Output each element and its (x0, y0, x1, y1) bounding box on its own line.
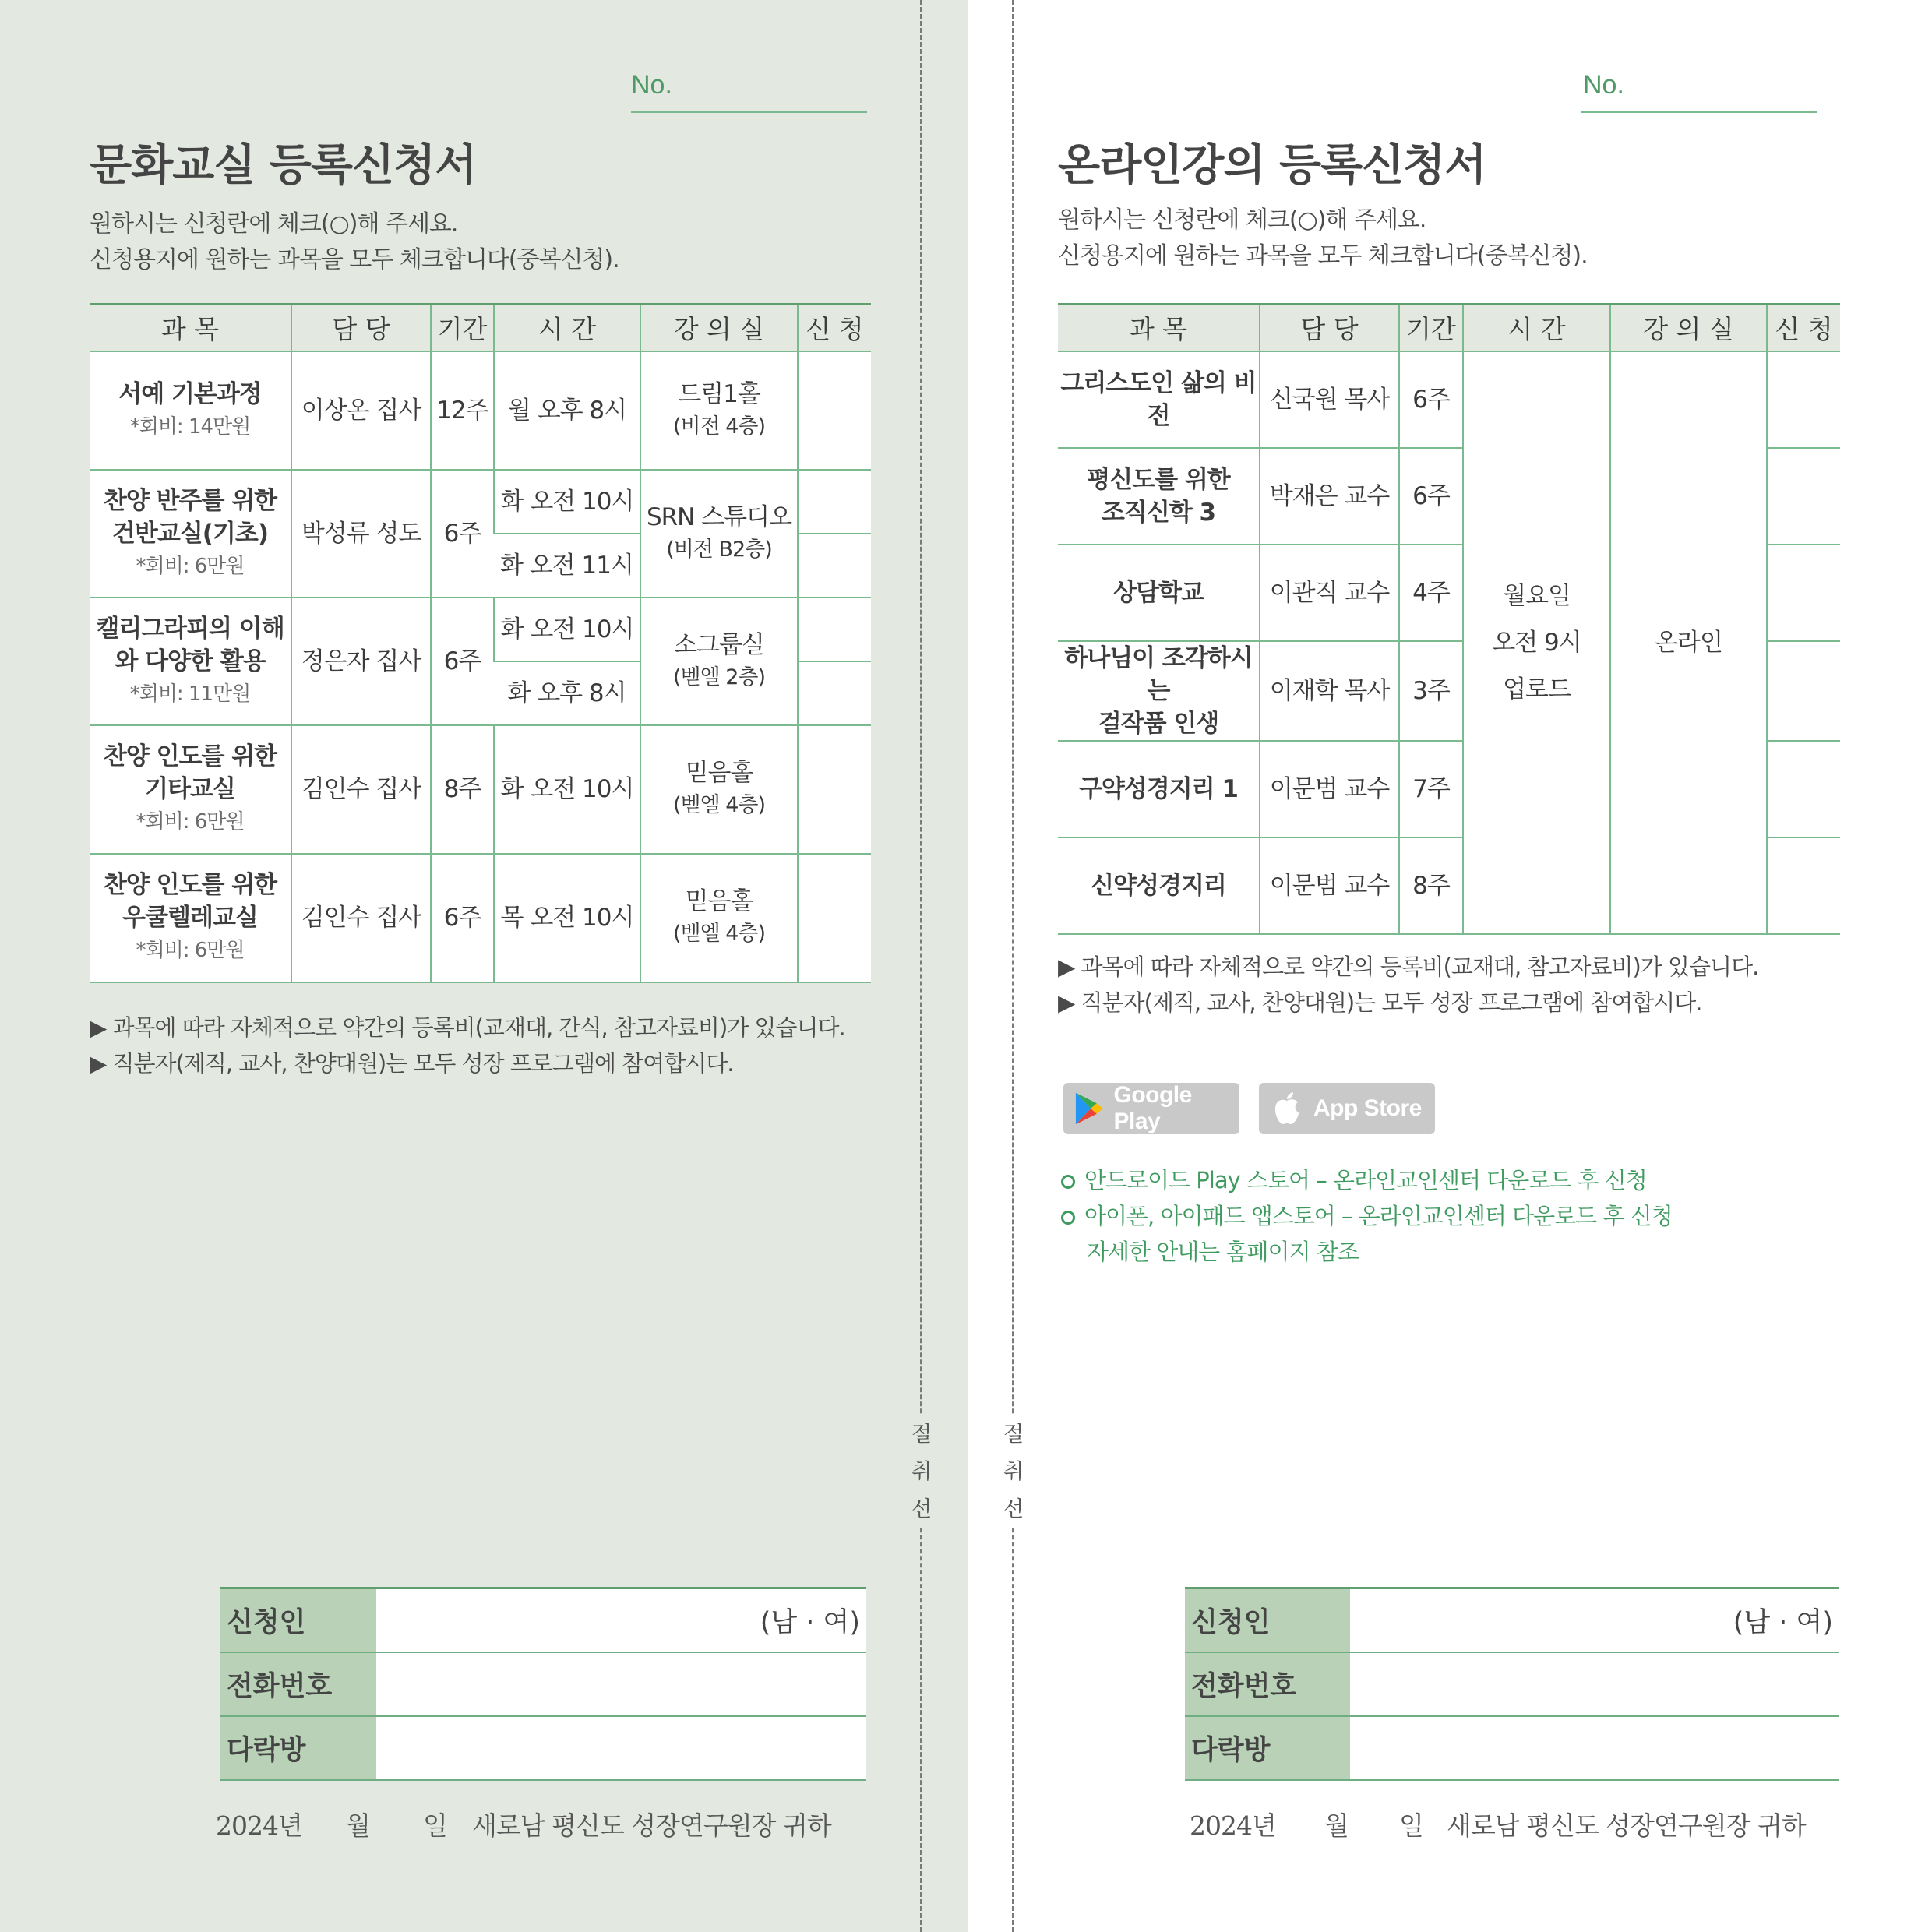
time-cell: 월 오후 8시 (494, 351, 640, 470)
header-period: 기간 (431, 305, 494, 351)
table-row (90, 854, 871, 982)
course-table (90, 303, 871, 983)
form-number-label: No. (631, 70, 672, 100)
period-cell: 6주 (431, 470, 494, 598)
apply-checkbox[interactable] (1767, 837, 1840, 934)
table-row (90, 470, 871, 534)
cut-line-right (1012, 0, 1014, 1932)
header-apply: 신 청 (798, 305, 871, 351)
form-number-field[interactable] (1581, 111, 1817, 113)
header-period: 기간 (1399, 305, 1463, 351)
subject-cell: 찬양 반주를 위한 건반교실(기초) *회비: 6만원 (90, 470, 291, 598)
homepage-reference: 자세한 안내는 홈페이지 참조 (1087, 1239, 1359, 1265)
applicant-form (1185, 1587, 1839, 1781)
form-number-label: No. (1583, 70, 1624, 100)
room-cell: SRN 스튜디오 (비전 B2층) (640, 470, 798, 598)
date-month: 월 (1324, 1810, 1349, 1841)
applicant-name-field[interactable] (376, 1588, 866, 1652)
cut-label-right: 절 취 선 (998, 1416, 1029, 1528)
group-label: 다락방 (1185, 1716, 1350, 1780)
time-cell: 화 오전 10시 (494, 470, 640, 534)
period-cell: 12주 (431, 351, 494, 470)
apply-checkbox[interactable] (1767, 641, 1840, 741)
time-cell: 화 오전 11시 (494, 534, 640, 598)
page-title: 문화교실 등록신청서 (90, 140, 477, 191)
header-subject: 과 목 (1058, 305, 1260, 351)
subject-cell: 상담학교 (1058, 545, 1260, 641)
period-cell: 6주 (431, 854, 494, 982)
header-room: 강 의 실 (1610, 305, 1767, 351)
apply-checkbox[interactable] (1767, 545, 1840, 641)
google-play-icon (1074, 1091, 1104, 1126)
cut-label-left: 절 취 선 (906, 1416, 937, 1528)
header-time: 시 간 (1463, 305, 1610, 351)
table-row (90, 598, 871, 661)
date-year: 2024년 (1190, 1810, 1276, 1841)
applicant-name-label: 신청인 (1185, 1588, 1350, 1652)
teacher-cell: 박재은 교수 (1260, 448, 1399, 545)
table-row (90, 725, 871, 854)
instructions: 원하시는 신청란에 체크(○)해 주세요. 신청용지에 원하는 과목을 모두 체크합니다(중복신청). (1058, 206, 1588, 270)
subject-cell: 그리스도인 삶의 비전 (1058, 351, 1260, 448)
recipient: 새로남 평신도 성장연구원장 귀하 (1447, 1810, 1806, 1841)
phone-field[interactable] (1350, 1652, 1839, 1716)
room-cell: 믿음홀 (벧엘 4층) (640, 725, 798, 854)
group-field[interactable] (1350, 1716, 1839, 1780)
subject-cell: 신약성경지리 (1058, 837, 1260, 934)
course-table (1058, 303, 1840, 935)
subject-cell: 하나님이 조각하시는 걸작품 인생 (1058, 641, 1260, 741)
google-play-badge[interactable] (1063, 1083, 1239, 1134)
date-day: 일 (423, 1810, 447, 1841)
apply-checkbox[interactable] (798, 725, 871, 854)
teacher-cell: 이상온 집사 (291, 351, 431, 470)
apply-checkbox[interactable] (798, 854, 871, 982)
room-cell: 믿음홀 (벧엘 4층) (640, 854, 798, 982)
notes: ▶ 과목에 따라 자체적으로 약간의 등록비(교재대, 간식, 참고자료비)가 있습니다. ▶ 직분자(제직, 교사, 찬양대원)는 모두 성장 프로그램에 참여합시다. (90, 1014, 845, 1077)
app-store-badge[interactable] (1259, 1083, 1435, 1134)
header-teacher: 담 당 (291, 305, 431, 351)
time-cell: 화 오후 8시 (494, 661, 640, 725)
group-label: 다락방 (220, 1716, 376, 1780)
header-apply: 신 청 (1767, 305, 1840, 351)
teacher-cell: 박성류 성도 (291, 470, 431, 598)
teacher-cell: 신국원 목사 (1260, 351, 1399, 448)
period-cell: 7주 (1399, 741, 1463, 837)
period-cell: 6주 (431, 598, 494, 725)
page-title: 온라인강의 등록신청서 (1058, 140, 1486, 191)
instructions: 원하시는 신청란에 체크(○)해 주세요. 신청용지에 원하는 과목을 모두 체크합니다(중복신청). (90, 210, 619, 273)
apply-checkbox[interactable] (798, 598, 871, 661)
cut-line-left (920, 0, 922, 1932)
teacher-cell: 이관직 교수 (1260, 545, 1399, 641)
apply-checkbox[interactable] (1767, 448, 1840, 545)
notes: ▶ 과목에 따라 자체적으로 약간의 등록비(교재대, 참고자료비)가 있습니다. ▶ 직분자(제직, 교사, 찬양대원)는 모두 성장 프로그램에 참여합시다. (1058, 954, 1759, 1016)
period-cell: 6주 (1399, 448, 1463, 545)
header-subject: 과 목 (90, 305, 291, 351)
apply-checkbox[interactable] (1767, 741, 1840, 837)
table-row (90, 351, 871, 470)
period-cell: 3주 (1399, 641, 1463, 741)
date-line (216, 1806, 831, 1842)
subject-cell: 찬양 인도를 위한 기타교실 *회비: 6만원 (90, 725, 291, 854)
circle-bullet-icon (1061, 1175, 1075, 1189)
form-number-field[interactable] (631, 111, 867, 113)
teacher-cell: 정은자 집사 (291, 598, 431, 725)
room-cell: 드림1홀 (비전 4층) (640, 351, 798, 470)
date-line (1190, 1806, 1806, 1842)
period-cell: 4주 (1399, 545, 1463, 641)
time-cell: 화 오전 10시 (494, 725, 640, 854)
apply-checkbox[interactable] (798, 470, 871, 534)
circle-bullet-icon (1061, 1211, 1075, 1225)
app-store-label: App Store (1313, 1095, 1422, 1121)
period-cell: 8주 (431, 725, 494, 854)
app-download-notes: 안드로이드 Play 스토어 – 온라인교인센터 다운로드 후 신청 아이폰, 아이패드 앱스토어 – 온라인교인센터 다운로드 후 신청 자세한 안내는 홈페이지 참조 (1061, 1162, 1673, 1270)
apply-checkbox[interactable] (798, 661, 871, 725)
time-cell: 화 오전 10시 (494, 598, 640, 661)
shared-room-cell: 온라인 (1610, 351, 1767, 934)
shared-time-cell: 월요일 오전 9시 업로드 (1463, 351, 1610, 934)
subject-cell: 캘리그라피의 이해 와 다양한 활용 *회비: 11만원 (90, 598, 291, 725)
table-row (1058, 351, 1840, 448)
apply-checkbox[interactable] (1767, 351, 1840, 448)
apple-icon (1273, 1091, 1301, 1126)
group-field[interactable] (376, 1716, 866, 1780)
time-cell: 목 오전 10시 (494, 854, 640, 982)
phone-field[interactable] (376, 1652, 866, 1716)
teacher-cell: 이문범 교수 (1260, 837, 1399, 934)
gender-option[interactable]: (남 · 여) (1733, 1606, 1833, 1638)
phone-label: 전화번호 (220, 1652, 376, 1716)
recipient: 새로남 평신도 성장연구원장 귀하 (472, 1810, 831, 1841)
apply-checkbox[interactable] (798, 534, 871, 598)
applicant-name-label: 신청인 (220, 1588, 376, 1652)
teacher-cell: 이문범 교수 (1260, 741, 1399, 837)
table-header-row (90, 305, 871, 351)
teacher-cell: 김인수 집사 (291, 725, 431, 854)
date-month: 월 (346, 1810, 370, 1841)
teacher-cell: 김인수 집사 (291, 854, 431, 982)
date-day: 일 (1399, 1810, 1423, 1841)
apply-checkbox[interactable] (798, 351, 871, 470)
period-cell: 6주 (1399, 351, 1463, 448)
room-cell: 소그룹실 (벧엘 2층) (640, 598, 798, 725)
applicant-name-field[interactable] (1350, 1588, 1839, 1652)
header-room: 강 의 실 (640, 305, 798, 351)
teacher-cell: 이재학 목사 (1260, 641, 1399, 741)
google-play-label: Google Play (1113, 1082, 1192, 1134)
table-header-row (1058, 305, 1840, 351)
phone-label: 전화번호 (1185, 1652, 1350, 1716)
header-teacher: 담 당 (1260, 305, 1399, 351)
period-cell: 8주 (1399, 837, 1463, 934)
header-time: 시 간 (494, 305, 640, 351)
subject-cell: 서예 기본과정 *회비: 14만원 (90, 351, 291, 470)
subject-cell: 구약성경지리 1 (1058, 741, 1260, 837)
subject-cell: 찬양 인도를 위한 우쿨렐레교실 *회비: 6만원 (90, 854, 291, 982)
date-year: 2024년 (216, 1810, 302, 1841)
gender-option[interactable]: (남 · 여) (760, 1606, 860, 1638)
subject-cell: 평신도를 위한 조직신학 3 (1058, 448, 1260, 545)
applicant-form (220, 1587, 866, 1781)
